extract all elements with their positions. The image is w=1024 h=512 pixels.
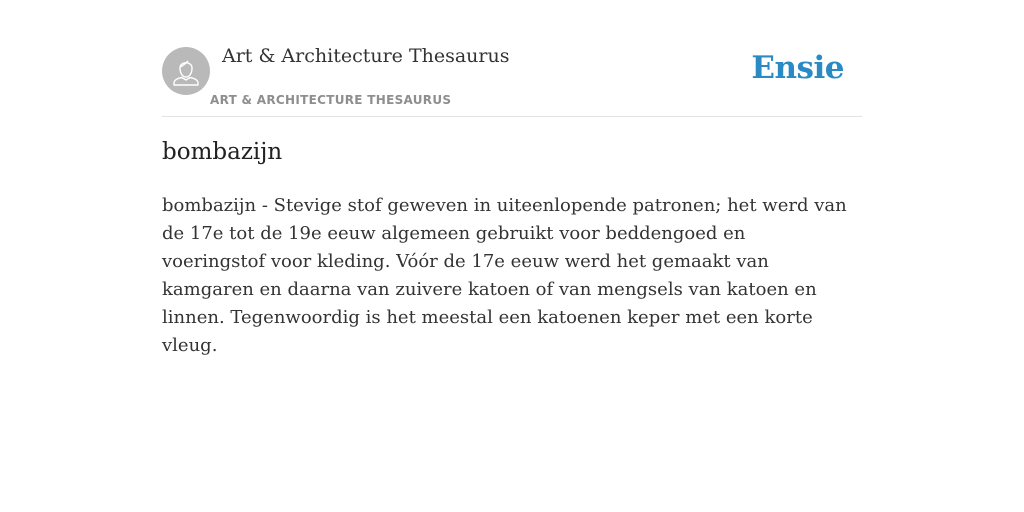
entry-title: bombazijn xyxy=(162,139,283,165)
user-avatar-icon[interactable] xyxy=(162,47,210,95)
entry-definition: bombazijn - Stevige stof geweven in uiteenlopende patronen; het werd van de 17e tot de 19e eeuw algemeen gebruikt voor beddengoed en voeringstof voor kleding. Vóór de 17e eeuw werd het gemaakt van kamgaren en daarna van zuivere katoen of van mengsels van katoen en linnen. Tegenwoordig is het meestal een katoenen keper met een korte vleug. xyxy=(162,195,847,356)
ensie-logo-link[interactable]: Ensie xyxy=(751,50,844,86)
author-title[interactable]: Art & Architecture Thesaurus xyxy=(222,45,510,67)
author-subtitle: ART & ARCHITECTURE THESAURUS xyxy=(210,93,452,107)
author-header xyxy=(162,44,862,117)
